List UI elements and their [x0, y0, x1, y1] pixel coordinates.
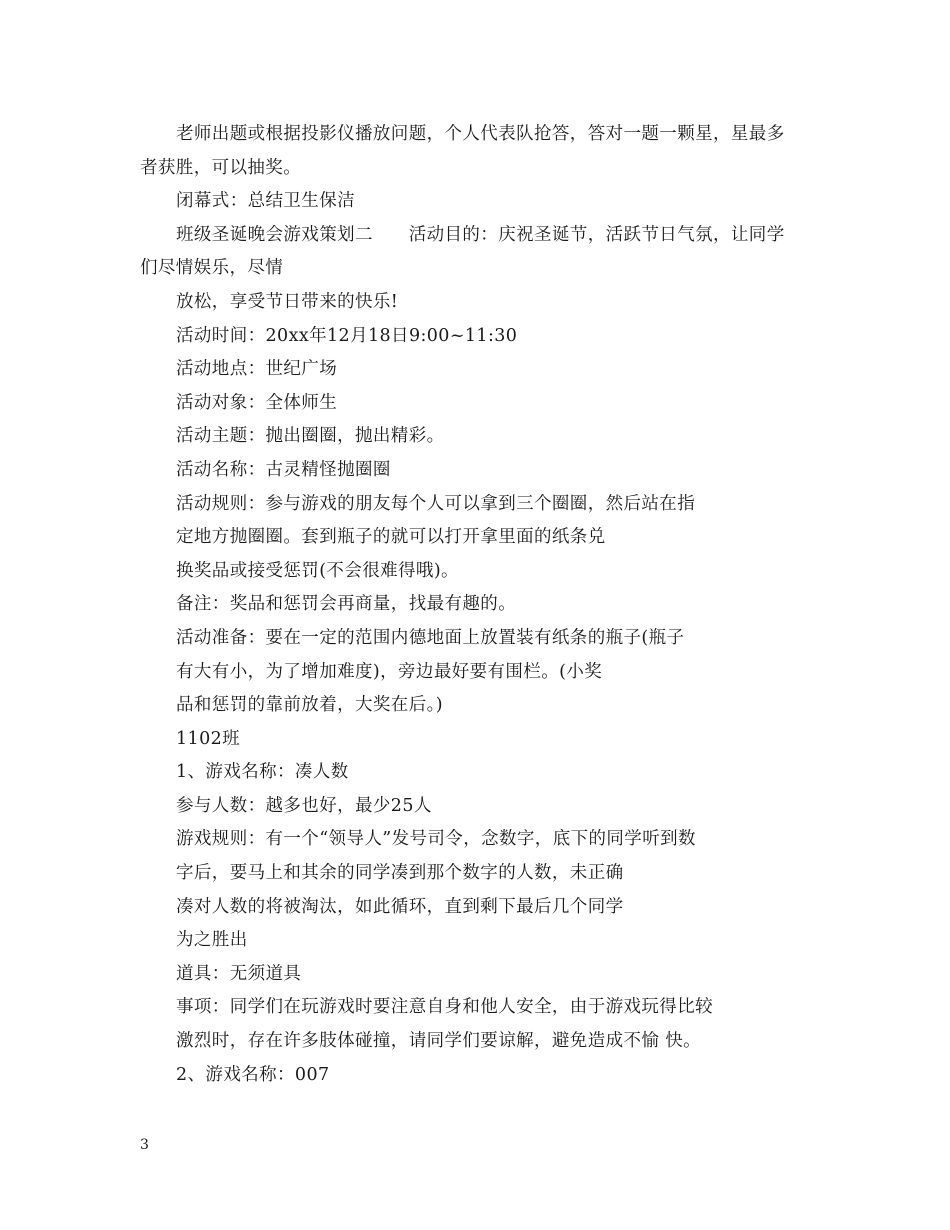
- text-line: 活动主题：抛出圈圈，抛出精彩。: [176, 426, 445, 447]
- text-line: 活动名称：古灵精怪抛圈圈: [176, 459, 391, 480]
- text-line: 老师出题或根据投影仪播放问题，个人代表队抢答，答对一题一颗星，星最多: [176, 124, 785, 144]
- text-line: 参与人数：越多也好，最少25人: [176, 795, 432, 816]
- text-line: 为之胜出: [176, 930, 248, 951]
- text-line: 备注：奖品和惩罚会再商量，找最有趣的。: [176, 594, 517, 615]
- text-line: 闭幕式：总结卫生保洁: [176, 191, 355, 212]
- document-body: [140, 118, 820, 1092]
- text-line: 活动准备：要在一定的范围内德地面上放置装有纸条的瓶子(瓶子: [176, 627, 685, 648]
- text-line: 放松，享受节日带来的快乐!: [176, 291, 399, 312]
- text-line: 游戏规则：有一个“领导人”发号司令，念数字，底下的同学听到数: [176, 829, 696, 850]
- text-line: 活动时间：20xx年12月18日9:00~11:30: [176, 325, 518, 346]
- text-line: 1、游戏名称：凑人数: [176, 762, 349, 783]
- page-number: 3: [140, 1137, 149, 1153]
- text-line: 2、游戏名称：007: [176, 1064, 330, 1085]
- text-line: 事项：同学们在玩游戏时要注意自身和他人安全，由于游戏玩得比较: [176, 997, 713, 1018]
- text-line: 班级圣诞晚会游戏策划二 活动目的：庆祝圣诞节，活跃节日气氛，让同学: [176, 224, 785, 245]
- text-line: 道具：无须道具: [176, 963, 302, 984]
- text-line: 1102班: [176, 728, 241, 749]
- text-line: 有大有小，为了增加难度)，旁边最好要有围栏。(小奖: [176, 661, 603, 682]
- text-line: 活动地点：世纪广场: [176, 359, 338, 380]
- text-line: 字后，要马上和其余的同学凑到那个数字的人数，未正确: [176, 863, 624, 884]
- text-line: 者获胜，可以抽奖。: [140, 157, 302, 178]
- text-line: 激烈时，存在许多肢体碰撞，请同学们要谅解，避免造成不愉 快。: [176, 1031, 702, 1052]
- text-line: 们尽情娱乐，尽情: [140, 258, 284, 279]
- text-line: 品和惩罚的靠前放着，大奖在后。): [176, 695, 443, 716]
- text-line: 定地方抛圈圈。套到瓶子的就可以打开拿里面的纸条兑: [176, 527, 606, 548]
- text-line: 换奖品或接受惩罚(不会很难得哦)。: [176, 560, 459, 581]
- text-line: 活动规则：参与游戏的朋友每个人可以拿到三个圈圈，然后站在指: [176, 493, 696, 514]
- text-line: 活动对象：全体师生: [176, 392, 338, 413]
- text-line: 凑对人数的将被淘汰，如此循环，直到剩下最后几个同学: [176, 896, 624, 917]
